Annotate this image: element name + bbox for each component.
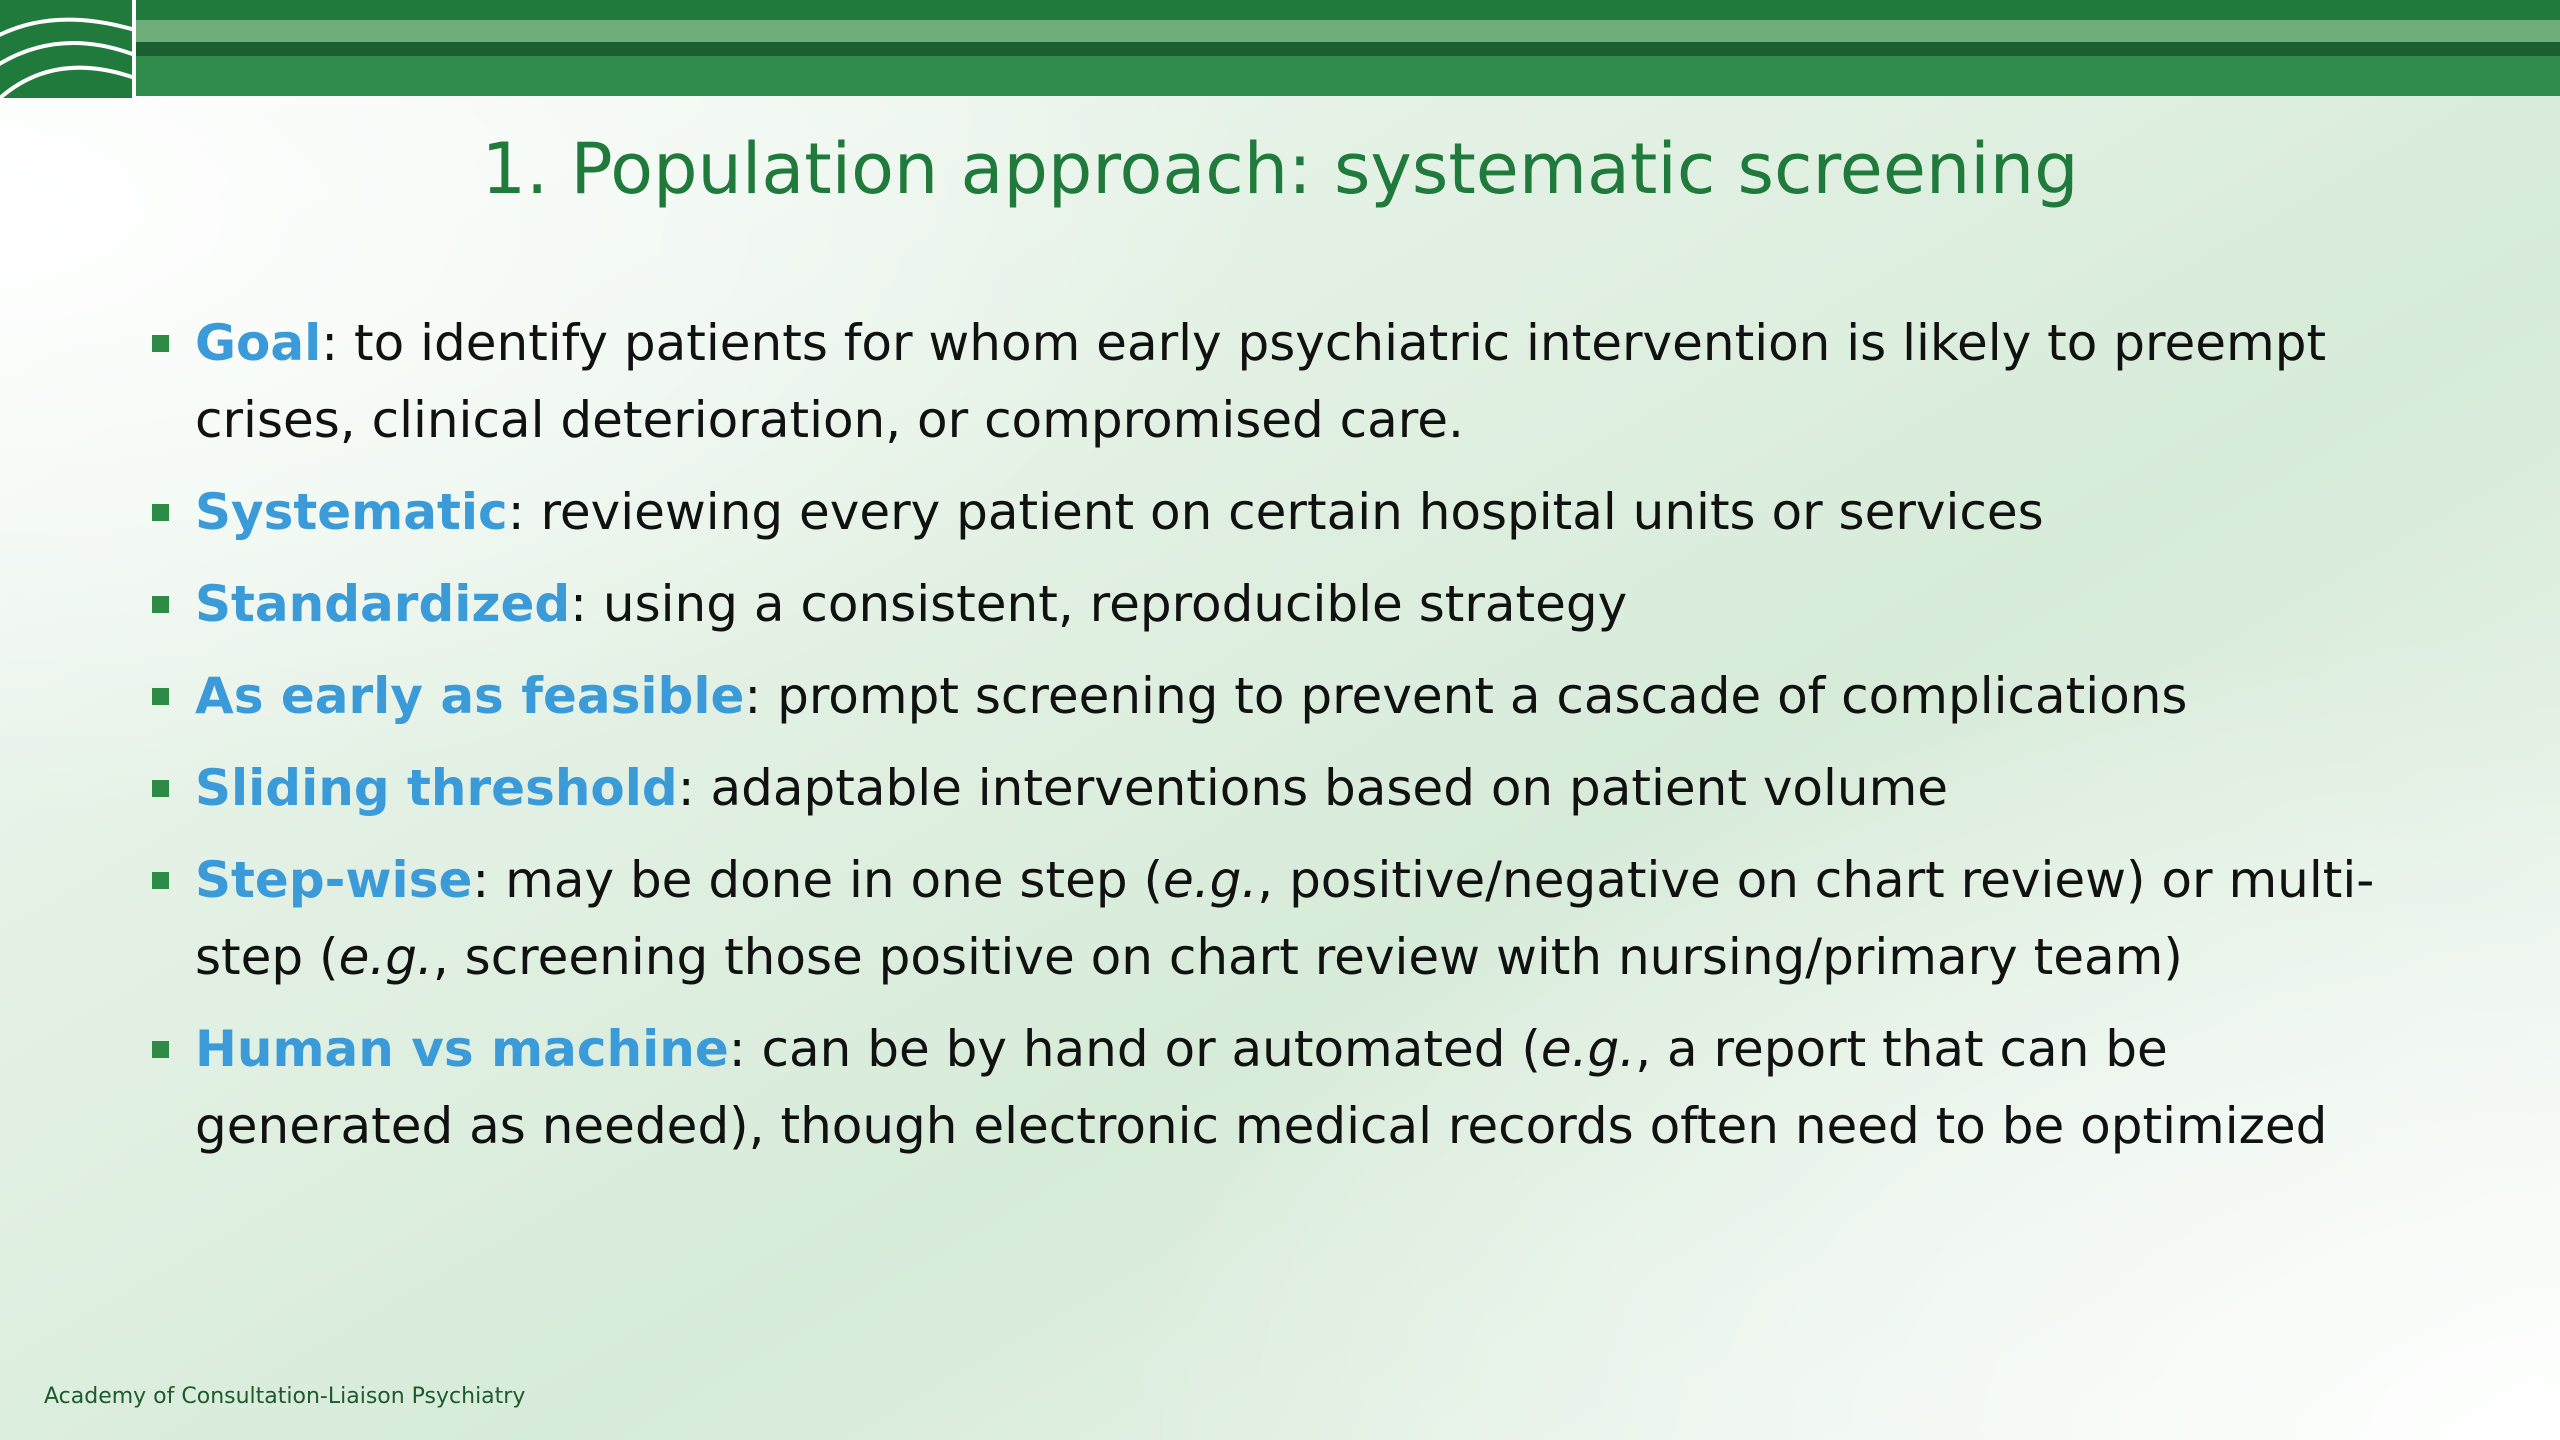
list-item — [150, 474, 2430, 551]
square-bullet-icon — [152, 504, 169, 521]
bullet-text: , a report that can be generated as needed), though electronic medical records often need to be optimized — [195, 1020, 2328, 1155]
example-abbrev: e.g. — [1162, 851, 1258, 909]
bullet-text: : adaptable interventions based on patient volume — [677, 759, 1949, 817]
banner-stripe — [0, 20, 2560, 42]
slide-title: 1. Population approach: systematic screening — [481, 128, 2079, 210]
square-bullet-icon — [152, 780, 169, 797]
bullet-text: : prompt screening to prevent a cascade of complications — [744, 667, 2188, 725]
bullet-list — [150, 305, 2430, 1180]
bullet-text: : using a consistent, reproducible strategy — [570, 575, 1628, 633]
list-item — [150, 305, 2430, 459]
bullet-text: : reviewing every patient on certain hospital units or services — [507, 483, 2044, 541]
banner-stripe — [0, 0, 2560, 20]
square-bullet-icon — [152, 335, 169, 352]
bullet-text: : to identify patients for whom early psychiatric intervention is likely to preempt crises, clinical deterioration, or compromised care. — [195, 314, 2327, 449]
square-bullet-icon — [152, 872, 169, 889]
footer-organization: Academy of Consultation-Liaison Psychiatry — [44, 1384, 526, 1409]
header-banner — [0, 0, 2560, 96]
bullet-term: Goal — [195, 314, 322, 372]
square-bullet-icon — [152, 596, 169, 613]
bullet-text: , positive/negative on chart review) or multi-step ( — [195, 851, 2375, 986]
example-abbrev: e.g. — [338, 928, 433, 986]
list-item — [150, 658, 2430, 735]
square-bullet-icon — [152, 1041, 169, 1058]
list-item — [150, 842, 2430, 996]
list-item — [150, 1011, 2430, 1165]
bullet-term: Sliding threshold — [195, 759, 678, 817]
bullet-term: Standardized — [195, 575, 571, 633]
banner-stripe — [0, 42, 2560, 56]
list-item — [150, 566, 2430, 643]
arc-logo-icon — [0, 0, 136, 98]
example-abbrev: e.g. — [1540, 1020, 1636, 1078]
square-bullet-icon — [152, 688, 169, 705]
bullet-term: Systematic — [195, 483, 508, 541]
bullet-text: : can be by hand or automated ( — [728, 1020, 1541, 1078]
list-item — [150, 750, 2430, 827]
bullet-term: Human vs machine — [195, 1020, 729, 1078]
bullet-text: : may be done in one step ( — [472, 851, 1163, 909]
bullet-text: , screening those positive on chart review with nursing/primary team) — [432, 928, 2183, 986]
bullet-term: As early as feasible — [195, 667, 745, 725]
banner-stripe — [0, 56, 2560, 96]
bullet-term: Step-wise — [195, 851, 473, 909]
